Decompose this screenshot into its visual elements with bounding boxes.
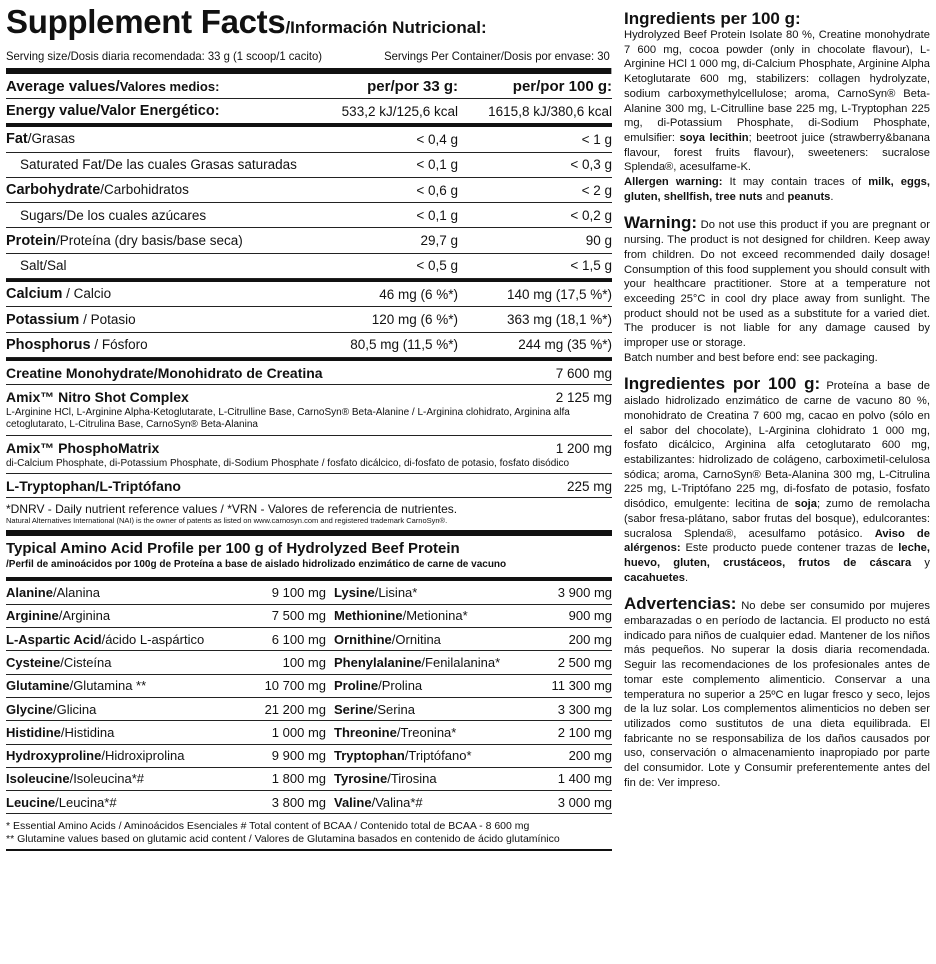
amino-right-text: /Lisina* (374, 585, 418, 601)
warning-es (624, 595, 930, 790)
amino-left-text: /Glutamina ** (69, 678, 147, 694)
amino-right-name (334, 771, 522, 786)
nai-note: Natural Alternatives International (NAI) is the owner of patents as listed on www.carnosyn.com and registered trademark CarnoSyn®. (6, 516, 612, 536)
nutrient-name (6, 182, 308, 198)
ing-es-2: ; zumo de remolacha (sabor fresa-plátano, sabor frutas del bosque), edulcorantes: sucralosa Splenda®, acesulfamo potásico. (624, 498, 930, 540)
amino-left-name (6, 655, 166, 670)
nutrient-name-bold: Carbohydrate (6, 182, 101, 199)
amino-left-bold: Isoleucine (6, 771, 70, 787)
nutrient-value-33g: < 0,1 g (416, 207, 458, 223)
mineral-value-100g: 140 mg (17,5 %*) (506, 286, 612, 302)
amino-row (6, 628, 612, 651)
nutrient-name-bold: Protein (6, 232, 56, 249)
allergen-es-label: Aviso de alérgenos: (624, 527, 930, 555)
mineral-row (6, 282, 612, 307)
amino-right-name (334, 678, 522, 693)
nutrient-rows (6, 99, 612, 279)
amino-left-value: 9 100 mg (271, 585, 326, 601)
allergen-es-end: . (684, 571, 689, 584)
ing-en-bold: soya lecithin (679, 131, 749, 144)
mineral-name (6, 286, 308, 302)
amino-right-value: 11 300 mg (551, 678, 612, 694)
complex-header (6, 439, 612, 458)
nutrient-value-100g: < 0,2 g (570, 207, 612, 223)
amino-right-value: 200 mg (568, 748, 612, 764)
ingredients-en (624, 10, 930, 204)
allergen-en-end: . (830, 190, 834, 203)
amino-right-bold: Tryptophan (334, 748, 405, 764)
nutrient-row (6, 228, 612, 253)
amino-left-bold: Histidine (6, 724, 61, 740)
amino-left-text: /Leucina*# (55, 794, 117, 810)
nutrient-name-text: /Carbohidratos (100, 182, 189, 198)
amino-left-value: 10 700 mg (264, 678, 326, 694)
amino-left-name (6, 748, 185, 764)
complex-value: 7 600 mg (555, 365, 612, 381)
ingredients-en-text (624, 28, 930, 204)
allergen-es-items: leche, huevo, gluten, crustáceos, frutos de cáscara (624, 542, 930, 569)
mineral-value-100g: 363 mg (18,1 %*) (506, 312, 612, 328)
amino-left-text: /Histidina (60, 724, 115, 740)
amino-left-value: 7 500 mg (271, 608, 326, 624)
header-label: Average values/ (6, 77, 120, 95)
amino-row (6, 768, 612, 791)
nutrient-name (6, 131, 308, 147)
complex-row (6, 361, 612, 385)
amino-left-text: /Isoleucina*# (69, 771, 145, 787)
amino-row (6, 675, 612, 698)
amino-left-text: /Arginina (58, 608, 111, 624)
complex-name: Creatine Monohydrate/Monohidrato de Creatina (6, 364, 323, 381)
amino-left-name (6, 631, 205, 647)
nutrient-value-33g: 29,7 g (420, 233, 458, 249)
nutrient-value-33g: < 0,1 g (416, 157, 458, 173)
amino-left-bold: Alanine (6, 585, 53, 601)
nutrient-value-33g: < 0,6 g (416, 182, 458, 198)
nutrient-name-text: Sugars/De los cuales azúcares (20, 207, 207, 223)
nutrient-name (6, 103, 308, 119)
amino-left-bold: Glycine (6, 701, 53, 717)
warning-es-text (624, 595, 930, 790)
amino-subtitle: /Perfil de aminoácidos por 100g de Proteína a base de aislado hidrolizado enzimático de carne de vacuno (6, 558, 612, 581)
amino-right-bold: Lysine (334, 585, 375, 601)
amino-left-value: 1 800 mg (271, 771, 326, 787)
nutrient-row (6, 254, 612, 279)
allergen-es: Este producto puede contener trazas de (680, 542, 899, 555)
amino-right-name (334, 585, 522, 600)
nutrient-value-100g: < 1 g (581, 131, 612, 147)
nutrient-name (6, 157, 308, 172)
amino-right-text: /Triptófano* (404, 748, 472, 764)
amino-row (6, 791, 612, 814)
amino-left-name (6, 608, 166, 623)
amino-rows (6, 581, 612, 814)
warning-en-heading: Warning: (624, 213, 698, 233)
nutrient-row (6, 127, 612, 152)
nutrient-name-text: /Grasas (27, 131, 76, 147)
amino-left-value: 100 mg (282, 655, 326, 670)
amino-left-name (6, 725, 166, 740)
nutrient-row (6, 153, 612, 178)
serving-info (6, 46, 612, 74)
amino-left-text: /Glicina (52, 701, 97, 717)
amino-left-value: 3 800 mg (271, 794, 326, 810)
mineral-name (6, 312, 308, 328)
amino-row (6, 605, 612, 628)
header-col-100g: per/por 100 g: (512, 77, 612, 95)
warning-en-body: Do not use this product if you are pregnant or nursing. The product is not designed for children. Keep away from children. Do not exceed recommended daily dosage! Consumption of this food supplement you should consult with your healthcare practitioner. Store at a temperature not exceeding 25°C in cool dry place away from sunlight. The product should not be used as a substitute for a varied diet. The producer is not liable for any damage caused by improper use or storage. (624, 219, 930, 350)
amino-right-value: 3 900 mg (557, 585, 612, 601)
complex-rows (6, 358, 612, 499)
nutrient-value-100g: < 2 g (581, 182, 612, 198)
allergen-en: It may contain traces of (722, 176, 869, 189)
nutrient-name (6, 258, 308, 273)
amino-left-bold: Glutamine (6, 678, 70, 694)
amino-right-bold: Tyrosine (334, 771, 388, 787)
amino-right-value: 3 300 mg (557, 701, 612, 717)
amino-right-value: 2 500 mg (557, 655, 612, 670)
amino-right-text: /Valina*# (371, 794, 423, 810)
amino-row (6, 581, 612, 604)
header-label-es: Valores medios: (119, 78, 220, 94)
nutrient-name-bold: Fat (6, 131, 28, 148)
allergen-es-y: y (911, 556, 931, 569)
supplement-facts-panel (6, 4, 612, 851)
amino-left-name (6, 795, 166, 810)
servings-per-container: Servings Per Container/Dosis por envase: 30 (384, 49, 610, 63)
amino-right-name (334, 608, 522, 623)
mineral-name (6, 337, 308, 353)
dnrv-note: *DNRV - Daily nutrient reference values / *VRN - Valores de referencia de nutrientes. (6, 502, 458, 517)
mineral-value-100g: 244 mg (35 %*) (518, 337, 612, 353)
amino-left-name (6, 678, 166, 693)
complex-name: Amix™ PhosphoMatrix (6, 439, 160, 456)
complex-row (6, 436, 612, 475)
amino-left-text: /Cisteína (60, 655, 112, 670)
mineral-name-bold: Phosphorus (6, 336, 91, 353)
amino-left-text: /Hidroxiprolina (101, 748, 185, 764)
amino-right-text: /Ornitina (391, 631, 441, 647)
amino-left-bold: Arginine (6, 608, 59, 624)
amino-right-text: /Serina (373, 701, 415, 717)
amino-left-value: 9 900 mg (271, 748, 326, 764)
amino-title: Typical Amino Acid Profile per 100 g of Hydrolyzed Beef Protein (6, 540, 460, 558)
mineral-name-bold: Calcium (6, 286, 63, 303)
amino-left-name (6, 585, 166, 600)
title-sub: /Información Nutricional: (285, 18, 487, 37)
nutrient-row (6, 178, 612, 203)
complex-value: 1 200 mg (555, 440, 612, 456)
amino-left-text: /Alanina (52, 585, 100, 601)
amino-left-value: 6 100 mg (271, 631, 326, 647)
nutrient-name-text: Salt/Sal (20, 258, 67, 274)
complex-value: 2 125 mg (555, 389, 612, 405)
mineral-name-text: / Fósforo (90, 336, 148, 352)
amino-right-bold: Methionine (334, 608, 403, 624)
amino-right-value: 3 000 mg (557, 794, 612, 810)
amino-right-name (334, 748, 522, 763)
amino-row (6, 745, 612, 768)
amino-right-text: /Treonina* (396, 724, 457, 740)
complex-row (6, 474, 612, 498)
amino-right-text: /Prolina (378, 678, 423, 694)
amino-right-name (334, 632, 522, 647)
nutrient-name-text: Saturated Fat/De las cuales Grasas saturadas (20, 157, 297, 173)
amino-left-text: /ácido L-aspártico (101, 631, 205, 647)
amino-row (6, 651, 612, 674)
ingredients-panel (624, 10, 930, 800)
allergen-en-and: and (762, 190, 788, 203)
mineral-value-33g: 46 mg (6 %*) (379, 286, 458, 302)
warning-es-body: No debe ser consumido por mujeres embarazadas o en período de lactancia. El producto no está indicado para niños de cualquier edad. Mantener de los niños más pequeños. No superar la dosis diaria recomendada. Seguir las recomendaciones de los profesionales antes de tomar este complemento alimenticio. Conservar a una temperatura no superior a 25ºC en lugar fresco y seco, lejos de la luz solar. Los complementos alimenticios no deben ser utilizados como sustitutos de una dieta equilibrada. El fabricante no se responsabiliza de los daños causados por uso, conservación o almacenamiento inapropiado por parte del consumidor. Lote y Consumir preferentemente antes del fin de: Ver impreso. (624, 600, 930, 789)
amino-right-name (334, 702, 522, 717)
amino-left-bold: Cysteine (6, 655, 61, 670)
allergen-en-items: milk, eggs, gluten, shellfish, tree nuts (624, 176, 931, 203)
amino-right-text: /Tirosina (387, 771, 437, 787)
amino-right-bold: Ornithine (334, 631, 392, 647)
complex-row (6, 385, 612, 436)
mineral-value-33g: 80,5 mg (11,5 %*) (350, 337, 458, 353)
nutrient-name (6, 208, 308, 223)
mineral-name-bold: Potassium (6, 311, 80, 328)
amino-right-bold: Threonine (334, 724, 397, 740)
amino-row (6, 698, 612, 721)
amino-right-name (334, 795, 522, 810)
amino-right-bold: Valine (334, 794, 372, 810)
page-title (6, 4, 612, 46)
complex-ingredients: L-Arginine HCl, L-Arginine Alpha-Ketoglutarate, L-Citrulline Base, CarnoSyn® Beta-Alanine / L-Arginina clohidrato, Arginina alfa cetoglutarato, L-Citrulina Base, CarnoSyn® Beta-Alanina (6, 406, 570, 431)
complex-value: 225 mg (566, 479, 612, 495)
complex-header (6, 388, 612, 407)
amino-footnotes (6, 814, 612, 851)
amino-right-value: 200 mg (568, 631, 612, 647)
allergen-en-label: Allergen warning: (624, 176, 723, 189)
ingredients-en-heading: Ingredients per 100 g: (624, 9, 801, 28)
complex-name: Amix™ Nitro Shot Complex (6, 388, 189, 405)
header-col-33g: per/por 33 g: (367, 77, 458, 95)
amino-right-bold: Proline (334, 678, 379, 694)
complex-header (6, 364, 612, 383)
amino-left-bold: Leucine (6, 794, 56, 810)
nutrient-row (6, 203, 612, 228)
warning-en (624, 214, 930, 365)
mineral-value-33g: 120 mg (6 %*) (371, 312, 458, 328)
nutrient-value-33g: < 0,4 g (416, 131, 458, 147)
amino-right-value: 2 100 mg (557, 724, 612, 740)
ingredients-es-text (624, 375, 930, 585)
amino-right-text: /Fenilalanina* (421, 655, 501, 670)
nutrient-value-33g: 533,2 kJ/125,6 kcal (341, 103, 458, 119)
amino-left-name (6, 702, 166, 717)
footnote-essential: * Essential Amino Acids / Aminoácidos Esenciales # Total content of BCAA / Contenido total de BCAA - 8 600 mg (6, 820, 530, 833)
amino-right-bold: Serine (334, 701, 374, 717)
mineral-rows (6, 279, 612, 358)
nutrient-name-text: /Proteína (dry basis/base seca) (55, 232, 243, 248)
mineral-row (6, 333, 612, 358)
complex-header (6, 477, 612, 496)
ing-en-1: Hydrolyzed Beef Protein Isolate 80 %, Creatine monohydrate 7 600 mg, cocoa powder (only in chocolate flavour), L-Arginine HCl 1 000 mg, di-Calcium Phosphate, Arginine Alpha Ketoglutarate 600 mg, stabilizers: collagen hydrolyzate, sodium carboxymethylcellulose; aroma, CarnoSyn® Beta-Alanine 300 mg, L-Citrulline base 225 mg, L-Tryptophan 225 mg, di-Potassium Phosphate, di-Sodium Phosphate, emulsifier: (624, 29, 930, 144)
footnote-glutamine: ** Glutamine values based on glutamic acid content / Valores de Glutamina basados en contenido de ácido glutamínico (6, 833, 560, 846)
amino-right-value: 1 400 mg (557, 771, 612, 787)
table-header (6, 74, 612, 99)
allergen-en-peanuts: peanuts (787, 190, 831, 203)
nutrient-name (6, 233, 308, 249)
ingredients-es-heading: Ingredientes por 100 g: (624, 374, 821, 394)
amino-row (6, 721, 612, 744)
ing-es-bold: soja (794, 498, 817, 511)
amino-right-text: /Metionina* (402, 608, 468, 624)
amino-right-name (334, 655, 522, 670)
nutrient-row (6, 99, 612, 127)
nutrient-value-100g: < 1,5 g (570, 258, 612, 274)
amino-right-name (334, 725, 522, 740)
serving-size: Serving size/Dosis diaria recomendada: 33 g (1 scoop/1 cacito) (6, 49, 323, 63)
amino-left-name (6, 771, 166, 786)
nutrient-name-bold: Energy value/Valor Energético: (6, 103, 220, 120)
amino-left-bold: Hydroxyproline (6, 748, 102, 764)
nutrient-value-33g: < 0,5 g (416, 258, 458, 274)
amino-left-value: 21 200 mg (264, 701, 326, 717)
ing-en-2: ; beetroot juice (strawberry&banana flavour, forest fruits flavour), sweeteners: sucralose Splenda®, acesulfame-K. (624, 131, 931, 174)
warning-en-text (624, 214, 930, 365)
nutrient-value-100g: 1615,8 kJ/380,6 kcal (488, 103, 612, 119)
allergen-es-cacahuetes: cacahuetes (624, 571, 685, 584)
warning-es-heading: Advertencias: (624, 594, 737, 614)
amino-left-bold: L-Aspartic Acid (6, 631, 102, 647)
mineral-name-text: / Potasio (79, 311, 136, 327)
warning-en-batch: Batch number and best before end: see packaging. (624, 351, 878, 364)
nutrient-value-100g: 90 g (585, 233, 612, 249)
nutrient-value-100g: < 0,3 g (570, 157, 612, 173)
ingredients-es (624, 375, 930, 585)
amino-right-value: 900 mg (568, 608, 612, 624)
mineral-name-text: / Calcio (62, 286, 112, 302)
complex-name: L-Tryptophan/L-Triptófano (6, 478, 181, 495)
mineral-row (6, 307, 612, 332)
complex-ingredients: di-Calcium Phosphate, di-Potassium Phosphate, di-Sodium Phosphate / fosfato dicálcico, di-fosfato de potasio, fosfato disódico (6, 457, 570, 469)
title-main: Supplement Facts (6, 3, 286, 40)
amino-right-bold: Phenylalanine (334, 655, 422, 670)
ing-es-1: Proteína a base de aislado hidrolizado enzimático de carne de vacuno 80 %, monohidrato de Creatina 7 600 mg, cacao en polvo (sólo en el sabor del chocolate), L-Arginina clohidrato 1 000 mg, fosfato dicálcico, Arginina alfa cetoglutarato 600 mg, estabilizantes: hidrolizado de colágeno, carboximetil-celulosa sódica; aroma, CarnoSyn® Beta-Alanina 300 mg, L-Citrulina 225 mg, L-Triptófano 225 mg, di-fosfato de potasio, fosfato disódico, emulgente: lecitina de (624, 380, 930, 511)
amino-left-value: 1 000 mg (271, 724, 326, 740)
